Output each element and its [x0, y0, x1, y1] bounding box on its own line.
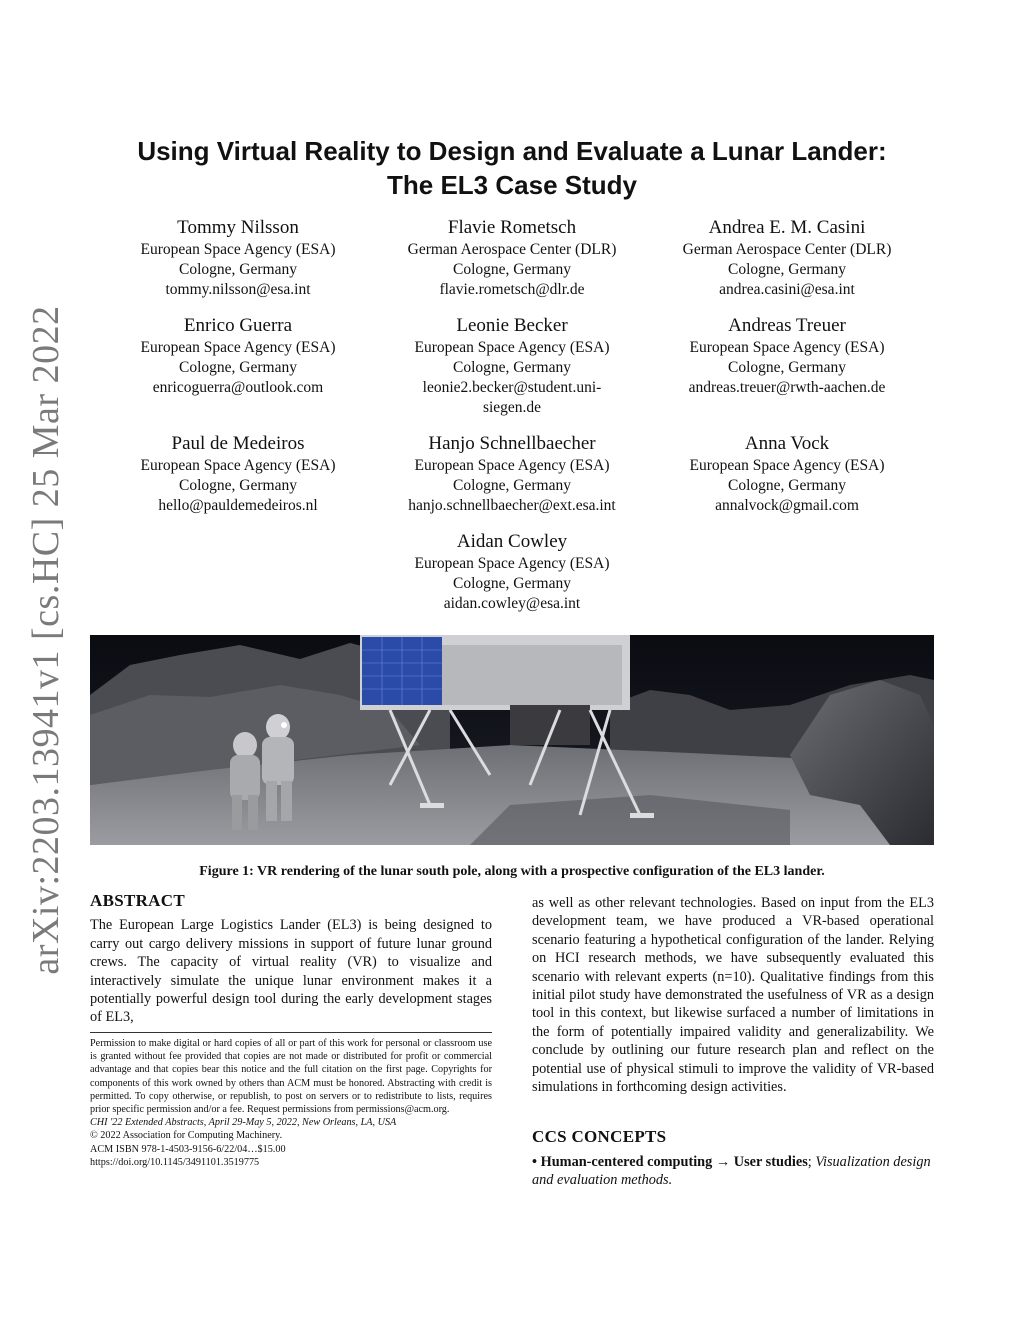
abstract-text-left: The European Large Logistics Lander (EL3) is being designed to carry out cargo delivery missions in support of future lunar ground crews. The capacity of virtual reality (VR) to visualize and interactively simulate the unique lunar environment makes it a potentially powerful design tool during the early development stages of EL3, — [90, 917, 492, 1026]
author-email[interactable]: aidan.cowley@esa.int — [443, 595, 581, 612]
author-affiliation: European Space Agency (ESA) — [140, 241, 336, 258]
author-block — [372, 432, 652, 516]
isbn-line: ACM ISBN 978-1-4503-9156-6/22/04…$15.00 — [90, 1143, 286, 1155]
title-line-1: Using Virtual Reality to Design and Evaluate a Lunar Lander: — [137, 136, 887, 166]
permission-block — [90, 1037, 492, 1169]
author-email[interactable]: andrea.casini@esa.int — [719, 281, 855, 298]
author-name: Leonie Becker — [456, 315, 568, 336]
abstract-left-column — [90, 892, 492, 1027]
author-block — [647, 314, 927, 398]
title-line-2: The EL3 Case Study — [387, 170, 637, 200]
author-location: Cologne, Germany — [453, 477, 571, 494]
author-name: Flavie Rometsch — [447, 217, 577, 238]
author-location: Cologne, Germany — [728, 477, 846, 494]
author-email[interactable]: andreas.treuer@rwth-aachen.de — [688, 379, 886, 396]
ccs-concept: Human-centered computing — [540, 1154, 713, 1170]
author-name: Andreas Treuer — [728, 315, 846, 336]
author-affiliation: German Aerospace Center (DLR) — [407, 241, 617, 258]
author-email[interactable]: enricoguerra@outlook.com — [152, 379, 324, 396]
ccs-bullet: • — [532, 1154, 538, 1170]
author-location: Cologne, Germany — [728, 359, 846, 376]
abstract-heading: ABSTRACT — [90, 891, 185, 910]
author-block — [98, 314, 378, 398]
author-block — [647, 432, 927, 516]
abstract-right-column — [532, 894, 934, 1096]
figure-lunar-render — [90, 635, 934, 845]
ccs-sub: User studies — [733, 1154, 808, 1170]
author-location: Cologne, Germany — [179, 261, 297, 278]
ccs-heading: CCS CONCEPTS — [532, 1127, 667, 1146]
author-name: Enrico Guerra — [183, 315, 293, 336]
doi-link[interactable]: https://doi.org/10.1145/3491101.3519775 — [90, 1156, 260, 1168]
copyright-line: © 2022 Association for Computing Machinery. — [90, 1130, 283, 1142]
author-location: Cologne, Germany — [179, 477, 297, 494]
conference-info: CHI '22 Extended Abstracts, April 29-May 5, 2022, New Orleans, LA, USA — [90, 1117, 397, 1129]
footnote-rule — [90, 1032, 492, 1033]
author-block — [372, 216, 652, 300]
abstract-text-right: as well as other relevant technologies. Based on input from the EL3 development team, we have produced a VR-based operational scenario featuring a hypothetical configuration of the lander. Relying on HCI research methods, we have subsequently evaluated this scenario with relevant experts (n=10). Qualitative findings from this initial pilot study have demonstrated the usefulness of VR as a design tool in this context, but likewise surfaced a number of limitations in the form of potentially impaired validity and generalizability. We conclude by outlining our future research plan and reflect on the potential use of physical stimuli to improve the validity of VR-based simulations in forthcoming design activities. — [532, 895, 934, 1096]
author-email[interactable]: annalvock@gmail.com — [715, 497, 859, 514]
author-affiliation: European Space Agency (ESA) — [140, 457, 336, 474]
author-affiliation: German Aerospace Center (DLR) — [682, 241, 892, 258]
ccs-section — [532, 1128, 934, 1146]
author-email[interactable]: hanjo.schnellbaecher@ext.esa.int — [408, 497, 616, 514]
author-email[interactable]: tommy.nilsson@esa.int — [165, 281, 311, 298]
author-name: Paul de Medeiros — [171, 433, 305, 454]
author-block — [647, 216, 927, 300]
author-affiliation: European Space Agency (ESA) — [689, 457, 885, 474]
author-block — [98, 216, 378, 300]
author-affiliation: European Space Agency (ESA) — [414, 457, 610, 474]
figure-caption: Figure 1: VR rendering of the lunar south pole, along with a prospective configuration of the EL3 lander. — [199, 864, 825, 879]
author-name: Anna Vock — [744, 433, 830, 454]
author-location: Cologne, Germany — [453, 261, 571, 278]
author-location: Cologne, Germany — [728, 261, 846, 278]
arxiv-stamp: arXiv:2203.13941v1 [cs.HC] 25 Mar 2022 — [25, 305, 67, 975]
ccs-separator: ; — [807, 1154, 812, 1170]
author-block — [372, 314, 652, 418]
author-affiliation: European Space Agency (ESA) — [140, 339, 336, 356]
author-email[interactable]: leonie2.becker@student.uni- — [422, 379, 602, 396]
author-block — [372, 530, 652, 614]
ccs-concepts — [532, 1153, 934, 1190]
author-name: Hanjo Schnellbaecher — [428, 433, 596, 454]
ccs-arrow: → — [715, 1154, 731, 1170]
author-location: Cologne, Germany — [453, 575, 571, 592]
ccs-rest: Visualization design and evaluation methods. — [532, 1154, 931, 1189]
author-location: Cologne, Germany — [453, 359, 571, 376]
author-block — [98, 432, 378, 516]
author-name: Aidan Cowley — [456, 531, 568, 552]
author-email-continued[interactable]: siegen.de — [482, 399, 542, 416]
author-name: Tommy Nilsson — [177, 217, 299, 238]
permission-text: Permission to make digital or hard copies of all or part of this work for personal or classroom use is granted without fee provided that copies are not made or distributed for profit or commercial advantage and that copies bear this notice and the full citation on the first page. Copyrights for components of this work owned by others than ACM must be honored. Abstracting with credit is permitted. To copy otherwise, or republish, to post on servers or to redistribute to lists, requires prior specific permission and/or a fee. Request permissions from permissions@acm.org. — [90, 1038, 492, 1116]
author-name: Andrea E. M. Casini — [708, 217, 866, 238]
author-affiliation: European Space Agency (ESA) — [689, 339, 885, 356]
author-location: Cologne, Germany — [179, 359, 297, 376]
paper-title — [90, 134, 934, 202]
author-affiliation: European Space Agency (ESA) — [414, 555, 610, 572]
author-affiliation: European Space Agency (ESA) — [414, 339, 610, 356]
author-email[interactable]: flavie.rometsch@dlr.de — [439, 281, 585, 298]
author-email[interactable]: hello@pauldemedeiros.nl — [158, 497, 318, 514]
